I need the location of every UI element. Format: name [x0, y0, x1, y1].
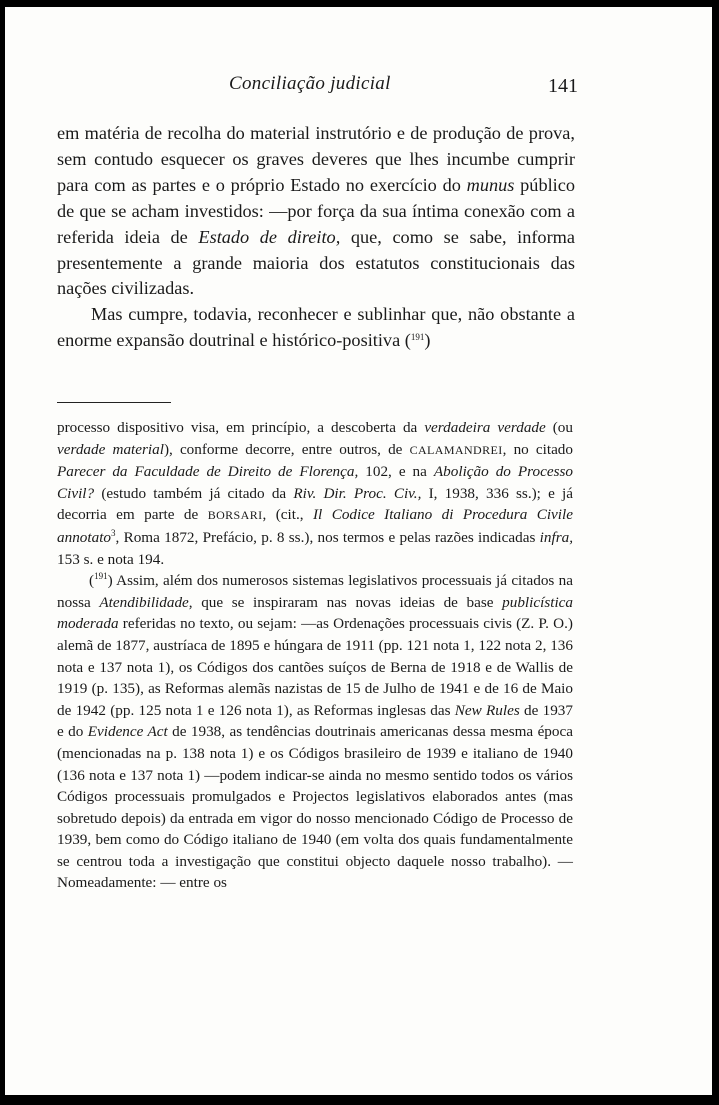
paragraph: Mas cumpre, todavia, reconhecer e sublinhar que, não obstante a enorme expansão doutrinal e histórico-positiva ($^{191}$) [57, 304, 575, 351]
page-header [5, 73, 712, 103]
footnote-rule [57, 402, 171, 403]
running-title: Conciliação judicial [229, 73, 391, 94]
footnote-reference: 191 [410, 332, 425, 343]
footnote-number: 191 [94, 571, 108, 582]
footnote: ($^{191}$) Assim, além dos numerosos sistemas legislativos processuais já citados na nossa Atendibilidade, que se inspiraram nas novas ideias de base publicística moderada referidas no texto, ou sejam: —as Ordenações processuais civis (Z. P. O.) alemã de 1877, austríaca de 1895 e húngara de 1911 (pp. 121 nota 1, 122 nota 2, 136 nota e 137 nota 1), os Códigos dos cantões suíços de Berna de 1918 e de Wallis de 1919 (p. 135), as Reformas alemãs nazistas de 15 de Julho de 1941 e de 16 de Maio de 1942 (pp. 125 nota 1 e 126 nota 1), as Reformas inglesas das New Rules de 1937 e do Evidence Act de 1938, as tendências doutrinais americanas dessa mesma época (mencionadas na p. 138 nota 1) e os Códigos brasileiro de 1939 e italiano de 1940 (136 nota e 137 nota 1) —podem indicar-se ainda no mesmo sentido todos os vários Códigos processuais promulgados e Projectos legislativos elaborados antes (mas sobretudo depois) da entrada em vigor do nosso mencionado Código de Processo de 1939, bem como do Código italiano de 1940 (em volta dos quais fundamentalmente se centrou toda a investigação que constitui objecto daquele nosso trabalho). — Nomeadamente: — entre os [57, 571, 574, 892]
page-number: 141 [548, 75, 578, 97]
book-page [5, 7, 712, 1095]
footnote: processo dispositivo visa, em princípio, a descoberta da verdadeira verdade (ou verdade material), conforme decorre, entre outros, de CALAMANDREI, no citado Parecer da Faculdade de Direito de Florença, 102, e na Abolição do Processo Civil? (estudo também já citado da Riv. Dir. Proc. Civ., I, 1938, 336 ss.); e já decorria em parte de BORSARI, (cit., Il Codice Italiano di Procedura Civile annotato$^3$, Roma 1872, Prefácio, p. 8 ss.), nos termos e pelas razões indicadas infra, 153 s. e nota 194. [57, 419, 573, 568]
paragraph: em matéria de recolha do material instrutório e de produção de prova, sem contudo esquecer os graves deveres que lhes incumbe cumprir para com as partes e o próprio Estado no exercício do munus público de que se acham investidos: —por força da sua íntima conexão com a referida ideia de Estado de direito, que, como se sabe, informa presentemente a grande maioria dos estatutos constitucionais das nações civilizadas. [57, 123, 575, 299]
main-text [57, 121, 575, 354]
footnotes [57, 417, 573, 894]
author-name: BORSARI [207, 508, 263, 523]
author-name: CALAMANDREI [409, 442, 503, 457]
